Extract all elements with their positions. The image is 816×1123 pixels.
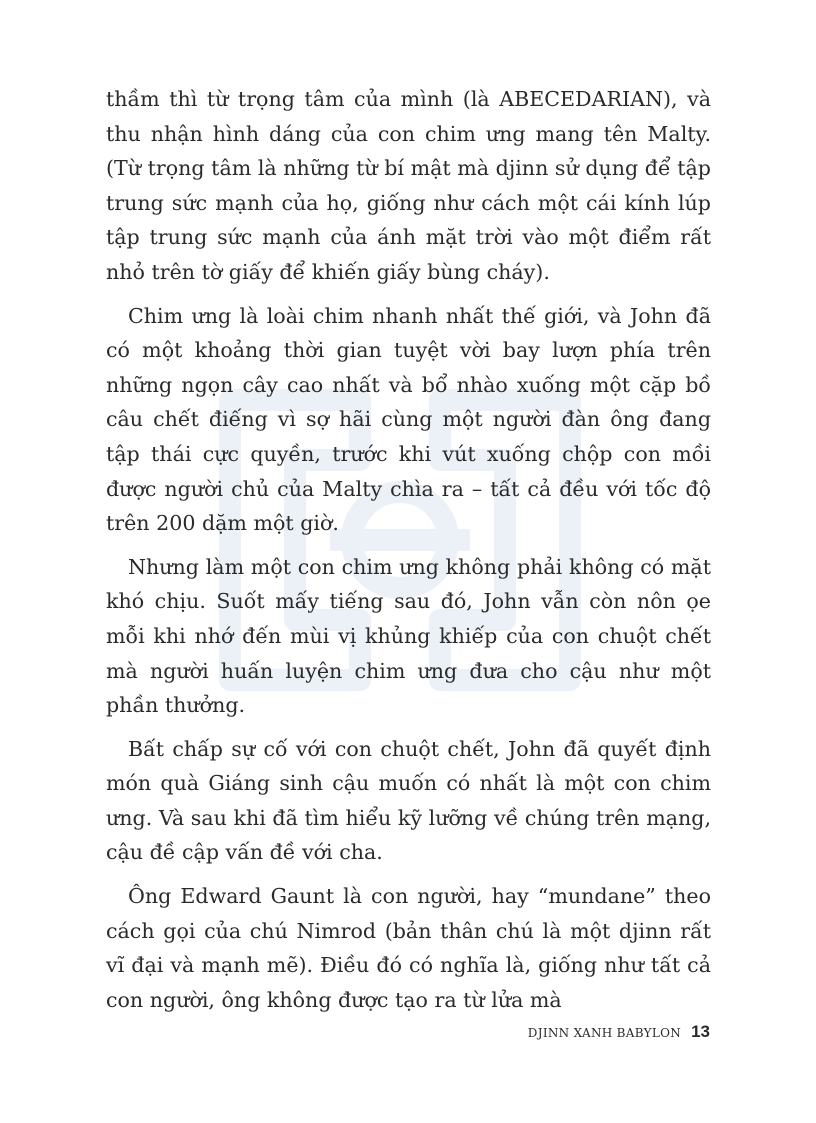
paragraph-3: Nhưng làm một con chim ưng không phải không có mặt khó chịu. Suốt mấy tiếng sau đó, John vẫn còn nôn ọe mỗi khi nhớ đến mùi vị khủng khiếp của con chuột chết mà người huấn luyện chim ưng đưa cho cậu như một phần thưởng. xyxy=(106,554,711,718)
paragraph-5: Ông Edward Gaunt là con người, hay “mundane” theo cách gọi của chú Nimrod (bản thân chú là một djinn rất vĩ đại và mạnh mẽ). Điều đó có nghĩa là, giống như tất cả con người, ông không được tạo ra từ lửa mà xyxy=(106,884,711,1012)
paragraph-2: Chim ưng là loài chim nhanh nhất thế giới, và John đã có một khoảng thời gian tuyệt vời bay lượn phía trên những ngọn cây cao nhất và bổ nhào xuống một cặp bồ câu chết điếng vì sợ hãi cùng một người đàn ông đang tập thái cực quyền, trước khi vút xuống chộp con mồi được người chủ của Malty chìa ra – tất cả đều với tốc độ trên 200 dặm một giờ. xyxy=(106,303,711,536)
book-text-body xyxy=(106,82,711,1017)
page-number: 13 xyxy=(691,1022,710,1041)
paragraph-1: thầm thì từ trọng tâm của mình (là ABECEDARIAN), và thu nhận hình dáng của con chim ưng mang tên Malty. (Từ trọng tâm là những từ bí mật mà djinn sử dụng để tập trung sức mạnh của họ, giống như cách một cái kính lúp tập trung sức mạnh của ánh mặt trời vào một điểm rất nhỏ trên tờ giấy để khiến giấy bùng cháy). xyxy=(106,87,711,284)
running-title: DJINN XANH BABYLON xyxy=(527,1026,682,1040)
paragraph-4: Bất chấp sự cố với con chuột chết, John đã quyết định món quà Giáng sinh cậu muốn có nhất là một con chim ưng. Và sau khi đã tìm hiểu kỹ lưỡng về chúng trên mạng, cậu đề cập vấn đề với cha. xyxy=(106,736,711,865)
page-footer xyxy=(528,1022,710,1042)
